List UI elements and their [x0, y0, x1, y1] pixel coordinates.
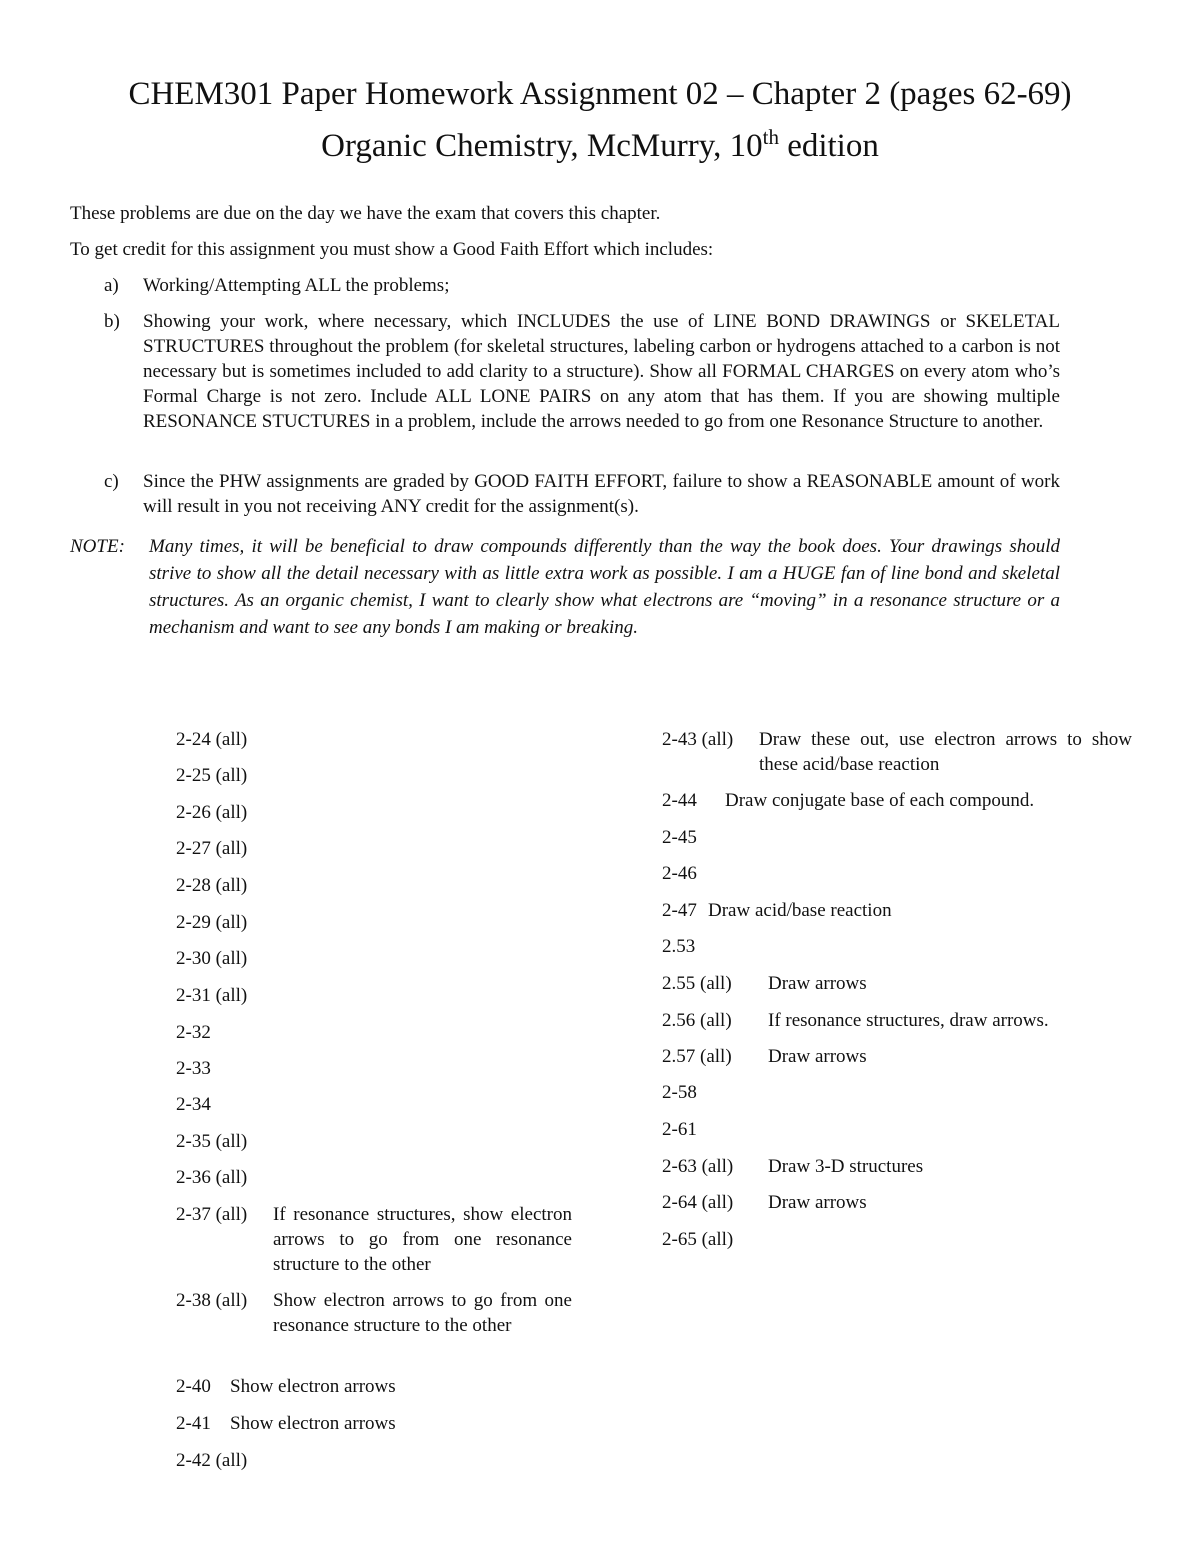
problem-description: Show electron arrows to go from one resonance structure to the other — [273, 1290, 572, 1336]
problem-number: 2-63 (all) — [662, 1156, 734, 1177]
problem-description: Draw acid/base reaction — [708, 900, 892, 921]
problem-description: If resonance structures, show electron arrows to go from one resonance structure to the other — [273, 1204, 572, 1275]
requirement-text: Working/Attempting ALL the problems; — [143, 275, 450, 296]
problem-description: Draw conjugate base of each compound. — [725, 790, 1035, 811]
problem-number: 2-34 — [176, 1094, 211, 1115]
problem-number: 2-26 (all) — [176, 802, 248, 823]
problem-number: 2-40 — [176, 1376, 211, 1397]
requirement-text: Since the PHW assignments are graded by GOOD FAITH EFFORT, failure to show a REASONABLE amount of work will result in you not receiving ANY credit for the assignment(s). — [143, 471, 1060, 517]
problem-number: 2.56 (all) — [662, 1010, 732, 1031]
intro-due-line: These problems are due on the day we have the exam that covers this chapter. — [70, 203, 661, 224]
problem-number: 2-27 (all) — [176, 838, 248, 859]
requirement-marker: a) — [104, 275, 119, 296]
problem-number: 2-29 (all) — [176, 912, 248, 933]
problem-number: 2-43 (all) — [662, 729, 734, 750]
problem-number: 2-44 — [662, 790, 697, 811]
problem-number: 2.57 (all) — [662, 1046, 732, 1067]
problem-description: Draw these out, use electron arrows to show these acid/base reaction — [759, 729, 1132, 775]
subtitle-prefix: Organic Chemistry, McMurry, 10 — [321, 128, 763, 164]
requirement-text: Showing your work, where necessary, which INCLUDES the use of LINE BOND DRAWINGS or SKELETAL STRUCTURES throughout the problem (for skeletal structures, labeling carbon or hydrogens attached to a carbon is not necessary but is sometimes included to add clarity to a structure). Show all FORMAL CHARGES on every atom who’s Formal Charge is not zero. Include ALL LONE PAIRS on any atom that has them. If you are showing multiple RESONANCE STUCTURES in a problem, include the arrows needed to go from one Resonance Structure to another. — [143, 311, 1060, 432]
problem-number: 2.53 — [662, 936, 696, 957]
problem-number: 2-32 — [176, 1022, 211, 1043]
problem-number: 2-58 — [662, 1082, 697, 1103]
problem-number: 2.55 (all) — [662, 973, 732, 994]
problem-number: 2-41 — [176, 1413, 211, 1434]
intro-credit-line: To get credit for this assignment you must show a Good Faith Effort which includes: — [70, 239, 714, 260]
page-subtitle — [0, 126, 1200, 166]
subtitle-superscript: th — [762, 125, 779, 149]
note-text: Many times, it will be beneficial to draw compounds differently than the way the book does. Your drawings should strive to show all the detail necessary with as little extra work as possible. I am a HUGE fan of line bond and skeletal structures. As an organic chemist, I want to clearly show what electrons are “moving” in a resonance structure or a mechanism and want to see any bonds I am making or breaking. — [149, 536, 1060, 638]
problem-number: 2-45 — [662, 827, 697, 848]
problem-description: If resonance structures, draw arrows. — [768, 1010, 1049, 1031]
requirement-marker: b) — [104, 311, 120, 332]
problem-number: 2-42 (all) — [176, 1450, 248, 1471]
problem-number: 2-61 — [662, 1119, 697, 1140]
problem-number: 2-47 — [662, 900, 697, 921]
problem-number: 2-38 (all) — [176, 1290, 248, 1311]
problem-description: Draw arrows — [768, 973, 867, 994]
problem-number: 2-33 — [176, 1058, 211, 1079]
problem-number: 2-64 (all) — [662, 1192, 734, 1213]
problem-number: 2-25 (all) — [176, 765, 248, 786]
problem-number: 2-28 (all) — [176, 875, 248, 896]
problem-number: 2-46 — [662, 863, 697, 884]
requirement-marker: c) — [104, 471, 119, 492]
problem-number: 2-65 (all) — [662, 1229, 734, 1250]
problem-description: Draw 3-D structures — [768, 1156, 924, 1177]
problem-number: 2-31 (all) — [176, 985, 248, 1006]
note-label: NOTE: — [70, 536, 125, 557]
problem-number: 2-37 (all) — [176, 1204, 248, 1225]
problem-description: Draw arrows — [768, 1192, 867, 1213]
problem-number: 2-36 (all) — [176, 1167, 248, 1188]
problem-number: 2-35 (all) — [176, 1131, 248, 1152]
subtitle-suffix: edition — [778, 128, 879, 164]
page-title: CHEM301 Paper Homework Assignment 02 – Chapter 2 (pages 62-69) — [128, 76, 1072, 112]
problem-number: 2-24 (all) — [176, 729, 248, 750]
problem-number: 2-30 (all) — [176, 948, 248, 969]
problem-description: Show electron arrows — [230, 1413, 396, 1434]
problem-description: Show electron arrows — [230, 1376, 396, 1397]
problem-description: Draw arrows — [768, 1046, 867, 1067]
